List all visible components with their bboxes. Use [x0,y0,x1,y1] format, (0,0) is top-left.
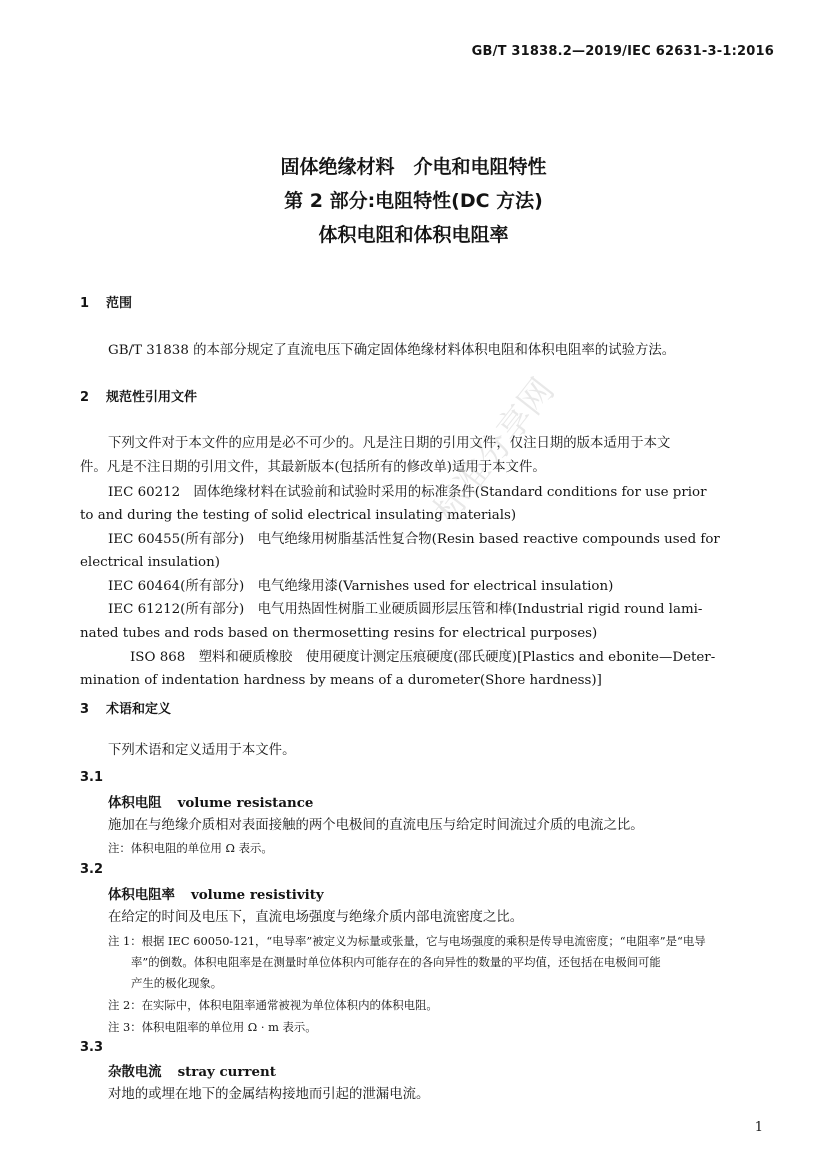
reference-iec60455-line-1: IEC 60455(所有部分) 电气绝缘用树脂基活性复合物(Resin based reactive compounds used for [108,532,720,547]
term-3-2-note-3: 注 3：体积电阻率的单位用 Ω · m 表示。 [108,1020,317,1034]
title-line-3: 体积电阻和体积电阻率 [318,224,509,246]
section-number: 1 [80,296,90,311]
reference-iec61212-line-2: nated tubes and rods based on thermosetting resins for electrical purposes) [80,626,598,641]
term-3-2-note-1-line-1: 注 1：根据 IEC 60050-121，“电导率”被定义为标量或张量，它与电场强度的乘积是传导电流密度；“电阻率”是“电导 [108,934,706,948]
section-2-heading [80,386,197,405]
term-3-1-definition: 施加在与绝缘介质相对表面接触的两个电极间的直流电压与给定时间流过介质的电流之比。 [108,818,644,833]
term-3-2-note-2: 注 2：在实际中，体积电阻率通常被视为单位体积内的体积电阻。 [108,998,438,1012]
reference-iec60455-line-2: electrical insulation) [80,555,220,570]
term-3-3-definition: 对地的或埋在地下的金属结构接地而引起的泄漏电流。 [108,1087,430,1102]
section-1-heading [80,292,132,311]
term-3-1-name [108,792,313,811]
term-3-2-definition: 在给定的时间及电压下，直流电场强度与绝缘介质内部电流密度之比。 [108,910,524,925]
title-line-1: 固体绝缘材料 介电和电阻特性 [280,156,547,178]
section-3-heading [80,698,171,717]
section-number: 2 [80,390,90,405]
term-en: volume resistance [177,795,314,811]
term-3-2-note-1-line-3: 产生的极化现象。 [131,976,223,990]
term-zh: 体积电阻 [108,795,162,811]
term-3-2-name [108,884,324,903]
standard-code-header: GB/T 31838.2—2019/IEC 62631-3-1:2016 [471,44,774,59]
section-number: 3 [80,702,90,717]
reference-iso868-line-1: ISO 868 塑料和硬质橡胶 使用硬度计测定压痕硬度(邵氏硬度)[Plastics and ebonite—Deter- [130,650,716,665]
section-1-text: GB/T 31838 的本部分规定了直流电压下确定固体绝缘材料体积电阻和体积电阻率的试验方法。 [108,343,676,358]
watermark: 标准分享网 [426,370,563,530]
term-3-3-name [108,1061,276,1080]
term-3-1-note: 注：体积电阻的单位用 Ω 表示。 [108,841,273,855]
section-2-intro-line-1: 下列文件对于本文件的应用是必不可少的。凡是注日期的引用文件，仅注日期的版本适用于本文 [108,436,671,451]
reference-iec60212-line-1: IEC 60212 固体绝缘材料在试验前和试验时采用的标准条件(Standard conditions for use prior [108,485,707,500]
reference-iso868-line-2: mination of indentation hardness by means of a durometer(Shore hardness)] [80,673,602,688]
reference-iec61212-line-1: IEC 61212(所有部分) 电气用热固性树脂工业硬质圆形层压管和棒(Industrial rigid round lami- [108,602,703,617]
term-3-2-note-1-line-2: 率”的倒数。体积电阻率是在测量时单位体积内可能存在的各向异性的数量的平均值，还包括在电极间可能 [131,955,661,969]
section-title: 范围 [106,296,133,311]
reference-iec60212-line-2: to and during the testing of solid electrical insulating materials) [80,508,517,523]
term-en: stray current [177,1064,276,1080]
section-title: 术语和定义 [106,702,172,717]
term-3-2-number: 3.2 [80,862,104,877]
page-number: 1 [754,1120,763,1135]
term-en: volume resistivity [190,887,324,903]
term-zh: 体积电阻率 [108,887,175,903]
term-zh: 杂散电流 [108,1064,162,1080]
title-line-2: 第 2 部分:电阻特性(DC 方法) [284,190,543,212]
section-3-intro: 下列术语和定义适用于本文件。 [108,743,296,758]
section-title: 规范性引用文件 [106,390,198,405]
section-2-intro-line-2: 件。凡是不注日期的引用文件，其最新版本(包括所有的修改单)适用于本文件。 [80,460,546,475]
reference-iec60464: IEC 60464(所有部分) 电气绝缘用漆(Varnishes used for electrical insulation) [108,579,614,594]
term-3-1-number: 3.1 [80,770,104,785]
term-3-3-number: 3.3 [80,1040,104,1055]
